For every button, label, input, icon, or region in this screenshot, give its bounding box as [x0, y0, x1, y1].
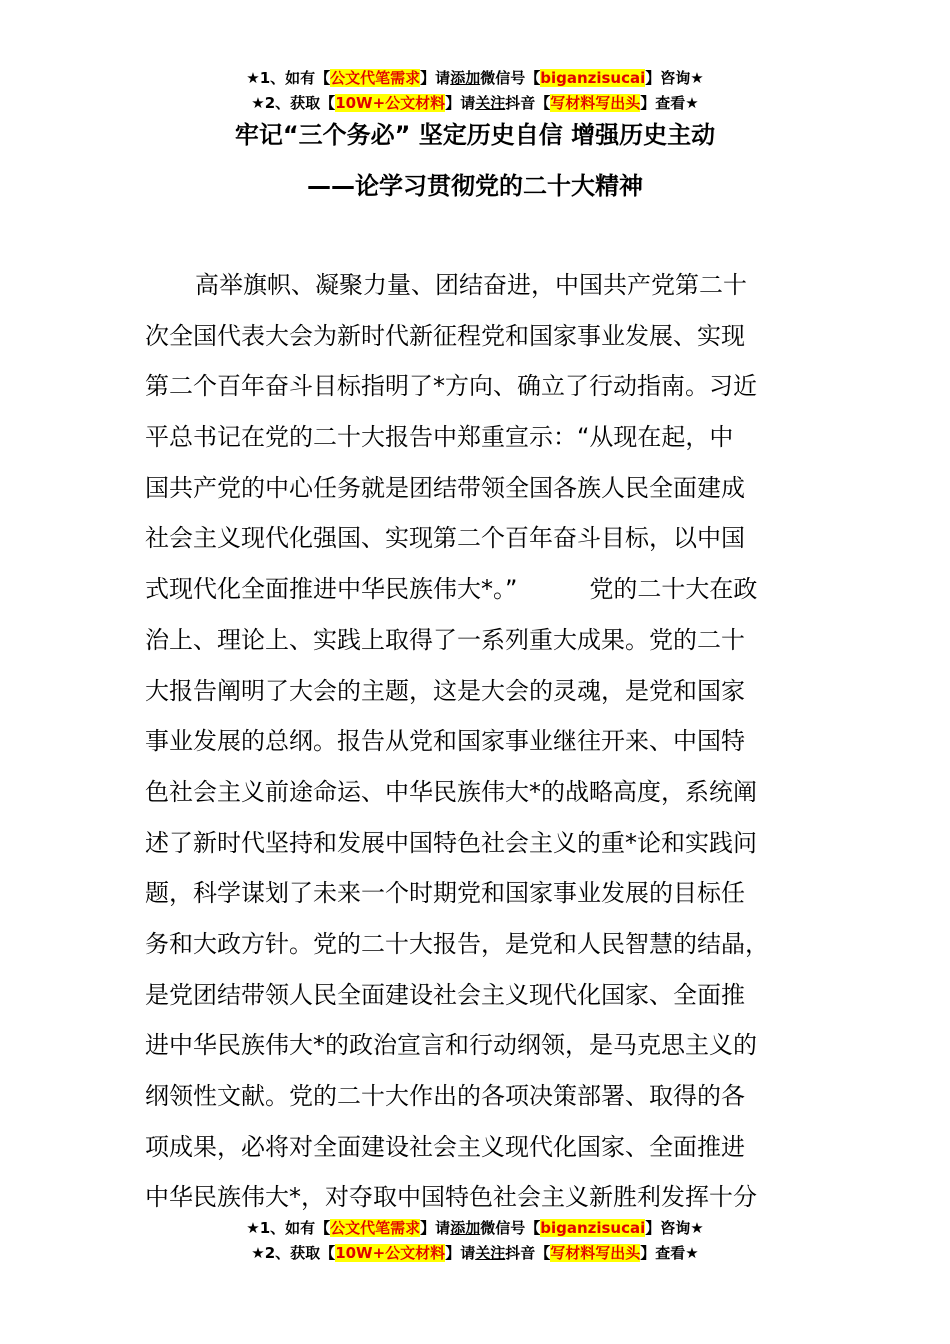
body-line: 进中华民族伟大*的政治宣言和行动纲领，是马克思主义的 [145, 1031, 757, 1060]
promo-line-2-underlined: 关注 [475, 94, 506, 112]
body-line: 第二个百年奋斗目标指明了*方向、确立了行动指南。习近 [145, 372, 757, 401]
body-line: 治上、理论上、实践上取得了一系列重大成果。党的二十 [145, 625, 745, 654]
footer-promo-banner [0, 1216, 950, 1266]
promo-line-1-prefix: ★1、如有【 [246, 1219, 331, 1237]
promo-line-1-suffix: 】咨询★ [645, 1219, 704, 1237]
body-line: 述了新时代坚持和发展中国特色社会主义的重*论和实践问 [145, 828, 757, 857]
promo-line-2-highlight-materials: 10W+公文材料 [335, 94, 446, 112]
promo-line-1-suffix: 】咨询★ [645, 69, 704, 87]
promo-line-2-highlight-douyin: 写材料写出头 [550, 94, 641, 112]
promo-line-1 [0, 66, 950, 91]
body-line: 社会主义现代化强国、实现第二个百年奋斗目标，以中国 [145, 524, 745, 553]
promo-line-1 [0, 1216, 950, 1241]
body-line: 高举旗帜、凝聚力量、团结奋进，中国共产党第二十 [195, 271, 747, 299]
promo-line-1-highlight-wechat: biganzisucai [540, 69, 646, 87]
document-title: 牢记“三个务必” 坚定历史自信 增强历史主动 [234, 121, 716, 149]
promo-line-2-suffix: 】查看★ [640, 94, 699, 112]
body-line: 纲领性文献。党的二十大作出的各项决策部署、取得的各 [145, 1082, 745, 1110]
promo-line-2-mid2: 抖音【 [505, 1244, 551, 1262]
promo-line-2-prefix: ★2、获取【 [251, 94, 336, 112]
promo-line-2-suffix: 】查看★ [640, 1244, 699, 1262]
promo-line-1-highlight-wechat: biganzisucai [540, 1219, 646, 1237]
body-line: 事业发展的总纲。报告从党和国家事业继往开来、中国特 [145, 727, 745, 756]
document-subtitle: ——论学习贯彻党的二十大精神 [307, 172, 643, 200]
promo-line-2-prefix: ★2、获取【 [251, 1244, 336, 1262]
header-promo-banner [0, 66, 950, 116]
promo-line-2 [0, 91, 950, 116]
body-line: 国共产党的中心任务就是团结带领全国各族人民全面建成 [145, 473, 745, 502]
body-line: 项成果，必将对全面建设社会主义现代化国家、全面推进 [145, 1132, 745, 1161]
promo-line-1-mid: 】请 [420, 69, 451, 87]
body-line: 中华民族伟大*，对夺取中国特色社会主义新胜利发挥十分 [145, 1183, 757, 1212]
promo-line-1-underlined: 添加 [450, 69, 481, 87]
promo-line-2-underlined: 关注 [475, 1244, 506, 1262]
promo-line-2-mid: 】请 [445, 1244, 476, 1262]
promo-line-1-underlined: 添加 [450, 1219, 481, 1237]
body-line: 务和大政方针。党的二十大报告，是党和人民智慧的结晶， [145, 929, 769, 958]
body-line: 式现代化全面推进中华民族伟大*。” 党的二十大在政 [145, 575, 758, 604]
promo-line-2-highlight-douyin: 写材料写出头 [550, 1244, 641, 1262]
body-line: 次全国代表大会为新时代新征程党和国家事业发展、实现 [145, 321, 745, 350]
body-line: 大报告阐明了大会的主题，这是大会的灵魂，是党和国家 [145, 676, 745, 705]
promo-line-1-highlight-service: 公文代笔需求 [330, 69, 421, 87]
body-line: 平总书记在党的二十大报告中郑重宣示：“从现在起，中 [145, 423, 734, 452]
promo-line-2-mid: 】请 [445, 94, 476, 112]
promo-line-2-mid2: 抖音【 [505, 94, 551, 112]
body-line: 题，科学谋划了未来一个时期党和国家事业发展的目标任 [145, 879, 745, 908]
promo-line-2-highlight-materials: 10W+公文材料 [335, 1244, 446, 1262]
promo-line-2 [0, 1241, 950, 1266]
promo-line-1-mid2: 微信号【 [480, 1219, 541, 1237]
body-line: 是党团结带领人民全面建设社会主义现代化国家、全面推 [145, 980, 745, 1009]
promo-line-1-mid: 】请 [420, 1219, 451, 1237]
document-body [145, 260, 805, 1223]
promo-line-1-highlight-service: 公文代笔需求 [330, 1219, 421, 1237]
body-line: 色社会主义前途命运、中华民族伟大*的战略高度，系统阐 [145, 777, 757, 806]
promo-line-1-prefix: ★1、如有【 [246, 69, 331, 87]
promo-line-1-mid2: 微信号【 [480, 69, 541, 87]
